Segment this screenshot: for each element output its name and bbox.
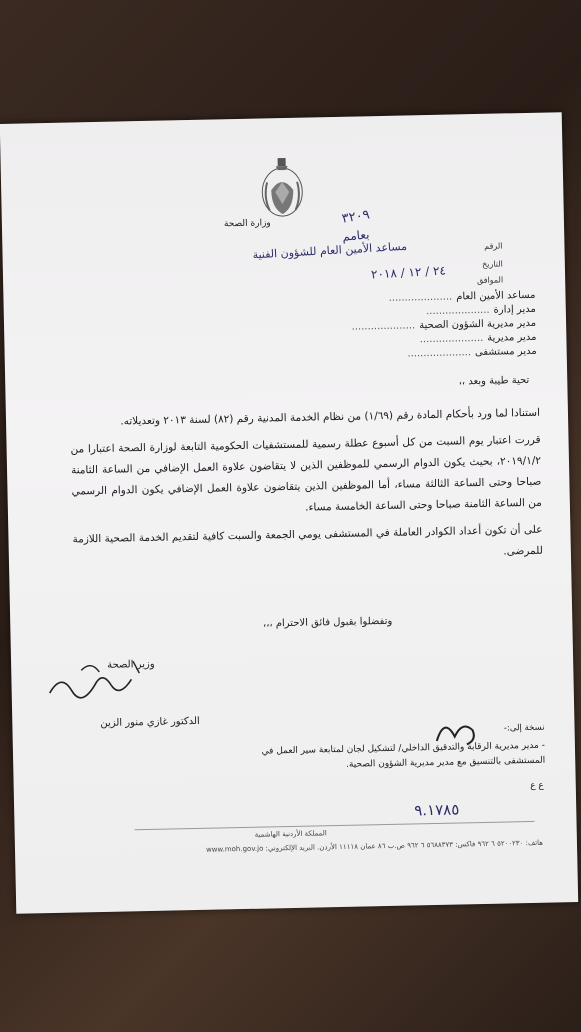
body-paragraph: على أن تكون أعداد الكوادر العاملة في المستشفى يومي الجمعة والسبت كافية لتقديم الخدمة الصحية اللازمة للمرضى. [72,523,543,558]
signatory-title: وزير الصحة [107,658,155,671]
copy-to-text: - مدير مديرية الرقابة والتدقيق الداخلي/ لتشكيل لجان لمتابعة سير العمل في المستشفى بالتنسيق مع مدير مديرية الشؤون الصحية. [261,740,546,770]
letter-paper [0,112,578,914]
ministry-name: وزارة الصحة [223,218,271,230]
date-label: التاريخ [481,259,503,269]
ref-label: الرقم [484,241,503,251]
correspondence-label: الموافق [476,275,504,286]
handwritten-date: ٢٤ / ١٢ / ٢٠١٨ [370,263,447,282]
handwritten-ref-line: مساعد الأمين العام للشؤون الفنية [252,239,408,262]
addressee-list [185,289,536,366]
addressee-item: مساعد الأمين العام.................... [388,289,536,304]
handwritten-ref-number: ٣٢٠٩ [340,207,371,227]
body-paragraph: قررت اعتبار يوم السبت من كل أسبوع عطلة رسمية للمستشفيات الحكومية التابعة لوزارة الصحة اعتبارا من ٢٠١٩/١/٢، بحيث يكون الدوام الرسمي للموظفين الذين لا يتقاضون علاوة العمل الإضافي من الساعة الثامنة صباحا وحتى الساعة الثالثة مساء، أما الموظفين الذين يتقاضون علاوة العمل الإضافي يكون الدوام الرسمي من الساعة الثامنة صباحا وحتى الساعة الخامسة مساء. [70,433,542,514]
footer-kingdom: المملكة الأردنية الهاشمية [254,829,327,839]
jordan-coat-of-arms-icon [258,152,305,223]
typist-initials: ع ع [530,780,544,792]
body-paragraph: استنادا لما ورد بأحكام المادة رقم (١/٦٩) من نظام الخدمة المدنية رقم (٨٢) لسنة ٢٠١٣ وتعديلاته. [120,406,541,428]
footer-divider [135,821,535,830]
letter-body [70,403,543,578]
closing-line: وتفضلوا بقبول فائق الاحترام ،،، [262,615,393,630]
addressee-item: مدير مديرية الشؤون الصحية.................... [351,317,537,333]
signatory-name: الدكتور غازي منور الزين [100,715,200,729]
greeting: تحية طيبة وبعد ،، [458,374,530,388]
handwritten-serial: ٩.١٧٨٥ [414,800,460,820]
addressee-item: مدير إدارة.................... [425,303,536,318]
copy-to-label: نسخة إلى:- [503,722,545,734]
handwritten-ref-code: بعامم [341,227,370,244]
addressee-item: مدير مستشفى.................... [407,345,537,360]
addressee-item: مدير مديرية.................... [419,331,537,346]
footer-contact: هاتف: ٥٢٠٠٢٣٠ ٦ ٩٦٢ فاكس: ٥٦٨٨٣٧٣ ٦ ٩٦٢ ص.ب ٨٦ عمان ١١١١٨ الأردن. البريد الإلكتروني: www.moh.gov.jo [205,838,544,854]
